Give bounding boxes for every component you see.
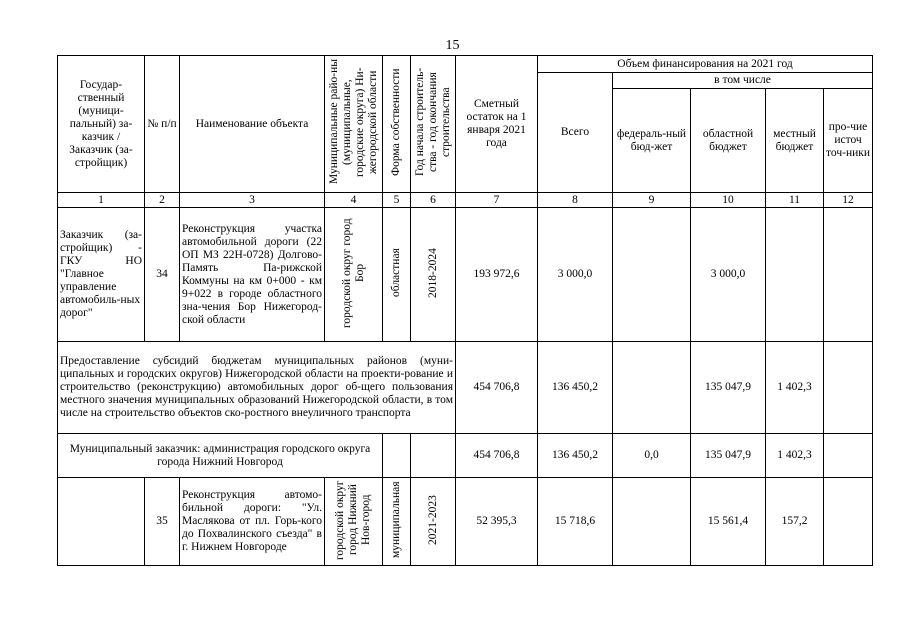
table-row	[58, 434, 873, 478]
row34-years: 2018-2024	[411, 208, 456, 342]
table-row	[58, 478, 873, 566]
table-row	[58, 208, 873, 342]
column-number-row	[58, 193, 873, 208]
row34-regional: 3 000,0	[691, 208, 766, 342]
header-federal: федераль-ный бюд-жет	[613, 89, 691, 193]
page-number: 15	[445, 38, 460, 53]
row34-federal	[613, 208, 691, 342]
row34-district: городской округ город Бор	[325, 208, 383, 342]
municipal-federal: 0,0	[613, 434, 691, 478]
municipal-balance: 454 706,8	[456, 434, 538, 478]
empty-cell	[383, 434, 411, 478]
municipal-local: 1 402,3	[766, 434, 824, 478]
column-number: 9	[613, 193, 691, 208]
header-district: Муниципальные райо-ны (муниципальные, городские округа) Ни-жегородской области	[325, 56, 383, 193]
column-number: 10	[691, 193, 766, 208]
row35-other	[824, 478, 873, 566]
row35-district: городской округ город Нижний Нов-город	[325, 478, 383, 566]
row35-total: 15 718,6	[538, 478, 613, 566]
row34-balance: 193 972,6	[456, 208, 538, 342]
row35-ownership: муниципальная	[383, 478, 411, 566]
subsidy-local: 1 402,3	[766, 342, 824, 434]
header-subgroup: в том числе	[613, 73, 873, 89]
column-number: 6	[411, 193, 456, 208]
municipal-total: 136 450,2	[538, 434, 613, 478]
subsidy-description: Предоставление субсидий бюджетам муниципальных районов (муни-ципальных и городских округов) Нижегородской области на проекти-рование и строительство (реконструкцию) автомобильных дорог об-щего пользования местного значения муниципальных образований Нижегородской области, в том числе на строительство объектов ско-ростного внеуличного транспорта	[58, 342, 456, 434]
municipal-regional: 135 047,9	[691, 434, 766, 478]
column-number: 4	[325, 193, 383, 208]
column-number: 3	[180, 193, 325, 208]
header-balance: Сметный остаток на 1 января 2021 года	[456, 56, 538, 193]
column-number: 7	[456, 193, 538, 208]
financing-table	[57, 55, 873, 566]
header-total: Всего	[538, 73, 613, 193]
header-customer: Государ-ственный (муници-пальный) за-казчик / Заказчик (за-стройщик)	[58, 56, 145, 193]
column-number: 5	[383, 193, 411, 208]
subsidy-federal	[613, 342, 691, 434]
municipal-customer: Муниципальный заказчик: администрация городского округа города Нижний Новгород	[58, 434, 383, 478]
row35-local: 157,2	[766, 478, 824, 566]
table-row	[58, 342, 873, 434]
row34-total: 3 000,0	[538, 208, 613, 342]
subsidy-total: 136 450,2	[538, 342, 613, 434]
header-object-name: Наименование объекта	[180, 56, 325, 193]
row35-federal	[613, 478, 691, 566]
header-other: про-чие источ точ-ники	[824, 89, 873, 193]
row34-ownership: областная	[383, 208, 411, 342]
column-number: 12	[824, 193, 873, 208]
row34-customer: Заказчик (за-стройщик) - ГКУ НО "Главное управление автомобиль-ных дорог"	[58, 208, 145, 342]
row34-local	[766, 208, 824, 342]
row35-years: 2021-2023	[411, 478, 456, 566]
header-local: местный бюджет	[766, 89, 824, 193]
subsidy-regional: 135 047,9	[691, 342, 766, 434]
subsidy-balance: 454 706,8	[456, 342, 538, 434]
row35-regional: 15 561,4	[691, 478, 766, 566]
row34-other	[824, 208, 873, 342]
row34-number: 34	[145, 208, 180, 342]
row35-balance: 52 395,3	[456, 478, 538, 566]
row35-object: Реконструкция автомо-бильной дороги: "Ул. Маслякова от пл. Горь-кого до Похвалинского съезда" в г. Нижнем Новгороде	[180, 478, 325, 566]
column-number: 11	[766, 193, 824, 208]
header-number: № п/п	[145, 56, 180, 193]
header-funding-group: Объем финансирования на 2021 год	[538, 56, 873, 73]
header-years: Год начала строитель-ства - год окончания строительства	[411, 56, 456, 193]
empty-cell	[411, 434, 456, 478]
header-ownership: Форма собственности	[383, 56, 411, 193]
column-number: 1	[58, 193, 145, 208]
header-regional: областной бюджет	[691, 89, 766, 193]
row35-number: 35	[145, 478, 180, 566]
row35-customer	[58, 478, 145, 566]
subsidy-other	[824, 342, 873, 434]
row34-object: Реконструкция участка автомобильной дороги (22 ОП МЗ 22Н-0728) Долгово-Память Па-рижской Коммуны на км 0+000 - км 9+022 в городе областного зна-чения Бор Нижегород-ской области	[180, 208, 325, 342]
municipal-other	[824, 434, 873, 478]
column-number: 8	[538, 193, 613, 208]
column-number: 2	[145, 193, 180, 208]
